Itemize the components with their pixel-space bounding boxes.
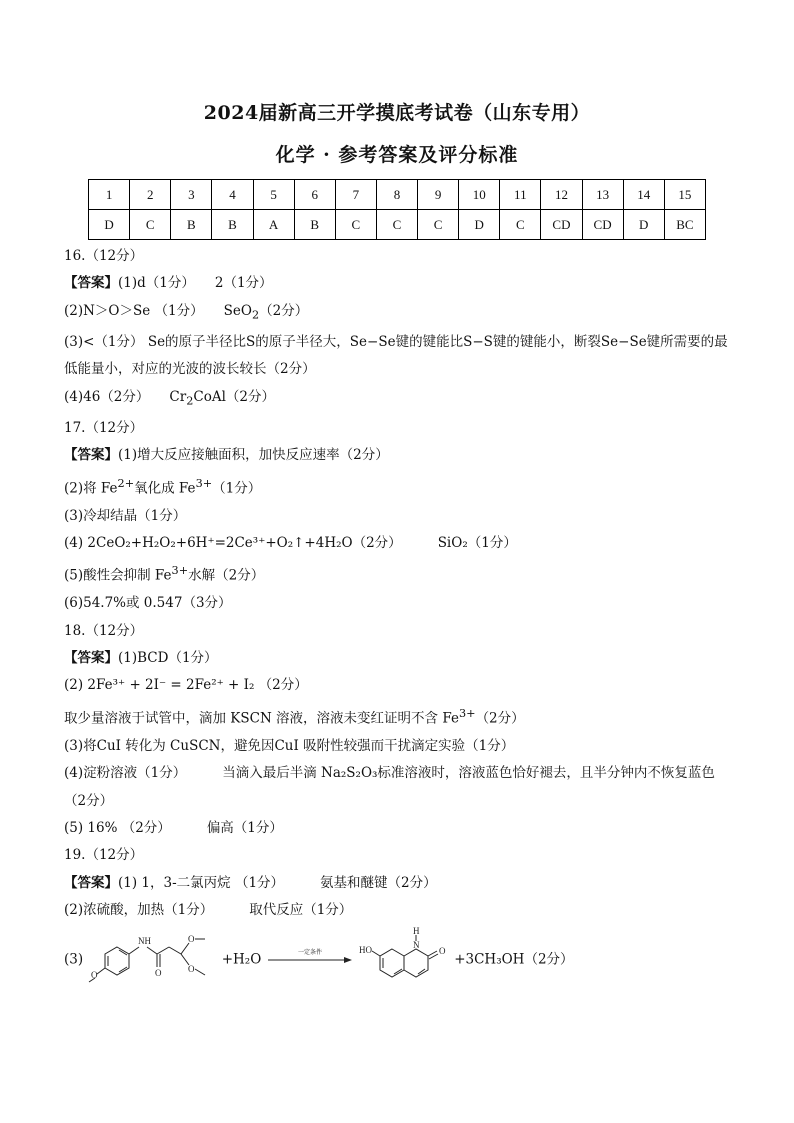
question-number-cell: 13	[582, 180, 623, 210]
q16-line2: (2)N＞O＞Se （1分） SeO$_2$（2分）	[64, 302, 309, 322]
q18-line5: (4)淀粉溶液（1分） 当滴入最后半滴 Na₂S₂O₃标准溶液时，溶液蓝色恰好褪去，且半分钟内不恢复蓝色（2分）	[64, 765, 715, 809]
product-structure	[358, 927, 450, 991]
reaction-arrow	[266, 944, 354, 974]
question-number-cell: 12	[541, 180, 582, 210]
q17-line1: 【答案】(1)增大反应接触面积，加快反应速率（2分）	[64, 447, 389, 464]
q17-line6: (6)54.7%或 0.547（3分）	[64, 595, 232, 612]
answer-cell: D	[623, 210, 664, 240]
q16-heading: 16.（12分）	[64, 248, 144, 264]
q19-line1: 【答案】(1) 1，3-二氯丙烷 （1分） 氨基和醚键（2分）	[64, 874, 437, 891]
answer-cell: B	[294, 210, 335, 240]
q17-heading: 17.（12分）	[64, 419, 144, 436]
q18-line2: (2) 2Fe³⁺ + 2I⁻ = 2Fe²⁺ + I₂ （2分）	[64, 677, 308, 694]
q19-heading: 19.（12分）	[64, 847, 144, 864]
question-number-cell: 7	[335, 180, 376, 210]
answer-label: 【答案】	[64, 447, 118, 464]
question-number-cell: 4	[212, 180, 253, 210]
answer-cell: D	[459, 210, 500, 240]
answer-label: 【答案】	[64, 275, 118, 292]
question-number-cell: 6	[294, 180, 335, 210]
question-number-cell: 2	[130, 180, 171, 210]
answer-cell: C	[500, 210, 541, 240]
answer-cell: B	[171, 210, 212, 240]
question-number-cell: 14	[623, 180, 664, 210]
question-number-cell: 9	[418, 180, 459, 210]
q18-line1: 【答案】(1)BCD（1分）	[64, 650, 218, 667]
reactant-structure	[87, 927, 217, 991]
q17-line5: (5)酸性会抑制 $Fe^{3+}$水解（2分）	[64, 564, 265, 584]
page-title: 2024届新高三开学摸底考试卷（山东专用）	[203, 102, 591, 124]
q18-heading: 18.（12分）	[64, 622, 144, 639]
page-subtitle: 化学 · 参考答案及评分标准	[275, 144, 519, 166]
answer-content	[64, 243, 734, 991]
answer-cell: CD	[582, 210, 623, 240]
q17-line2: (2)将 $Fe^{2+}$氧化成 $Fe^{3+}(1$分）	[64, 476, 262, 497]
answer-cell: C	[376, 210, 417, 240]
question-number-cell: 10	[459, 180, 500, 210]
reaction-condition: 一定条件	[297, 949, 322, 957]
question-number-cell: 3	[171, 180, 212, 210]
answer-cell: A	[253, 210, 294, 240]
n-label: N	[412, 940, 420, 951]
ho-label: HO	[358, 945, 372, 956]
q16-line1: 【答案】(1)d（1分） 2（1分）	[64, 275, 273, 292]
svg-text:O: O	[188, 964, 195, 975]
question-number-cell: 8	[376, 180, 417, 210]
answer-table	[88, 179, 706, 240]
q16-line4: (4)46（2分） $Cr_2CoAl(2$分）	[64, 388, 275, 408]
q19-line3-reaction: (3) O NH O O O +H₂O 一定条件 HO H N O +3CH₃OH（2分）	[64, 927, 734, 991]
q18-line4: (3)将CuI 转化为 CuSCN，避免因CuI 吸附性较强而干扰滴定实验（1分）	[64, 737, 515, 754]
q16-line3: (3)<（1分） Se的原子半径比S的原子半径大，Se−Se键的键能比S−S键的键能小，断裂Se−Se键所需要的最低能量小，对应的光波的波长较长（2分）	[64, 333, 728, 378]
q18-line3: 取少量溶液于试管中，滴加 KSCN 溶液，溶液未变红证明不含 $Fe^{3+}(2$分）	[64, 706, 525, 727]
answer-cell: CD	[541, 210, 582, 240]
svg-text:O: O	[188, 934, 195, 945]
answer-cell: C	[418, 210, 459, 240]
h-label: H	[412, 927, 420, 937]
nh-label: NH	[138, 936, 152, 947]
answer-label: 【答案】	[64, 874, 118, 891]
answer-cell: B	[212, 210, 253, 240]
answer-cell: C	[335, 210, 376, 240]
svg-text:O: O	[155, 968, 162, 979]
question-number-cell: 5	[253, 180, 294, 210]
table-row-answers	[89, 210, 706, 240]
q19-line2: (2)浓硫酸，加热（1分） 取代反应（1分）	[64, 902, 353, 919]
question-number-cell: 11	[500, 180, 541, 210]
answer-cell: BC	[664, 210, 705, 240]
q17-line4: (4) 2CeO₂+H₂O₂+6H⁺=2Ce³⁺+O₂↑+4H₂O（2分） SiO₂（1分）	[64, 534, 517, 551]
answer-label: 【答案】	[64, 650, 118, 667]
question-number-cell: 1	[89, 180, 130, 210]
svg-text:O: O	[438, 946, 446, 957]
answer-cell: D	[89, 210, 130, 240]
svg-text:O: O	[91, 970, 98, 981]
q17-line3: (3)冷却结晶（1分）	[64, 507, 187, 524]
q18-line6: (5) 16% （2分） 偏高（1分）	[64, 820, 283, 836]
table-row-numbers	[89, 180, 706, 210]
question-number-cell: 15	[664, 180, 705, 210]
answer-cell: C	[130, 210, 171, 240]
